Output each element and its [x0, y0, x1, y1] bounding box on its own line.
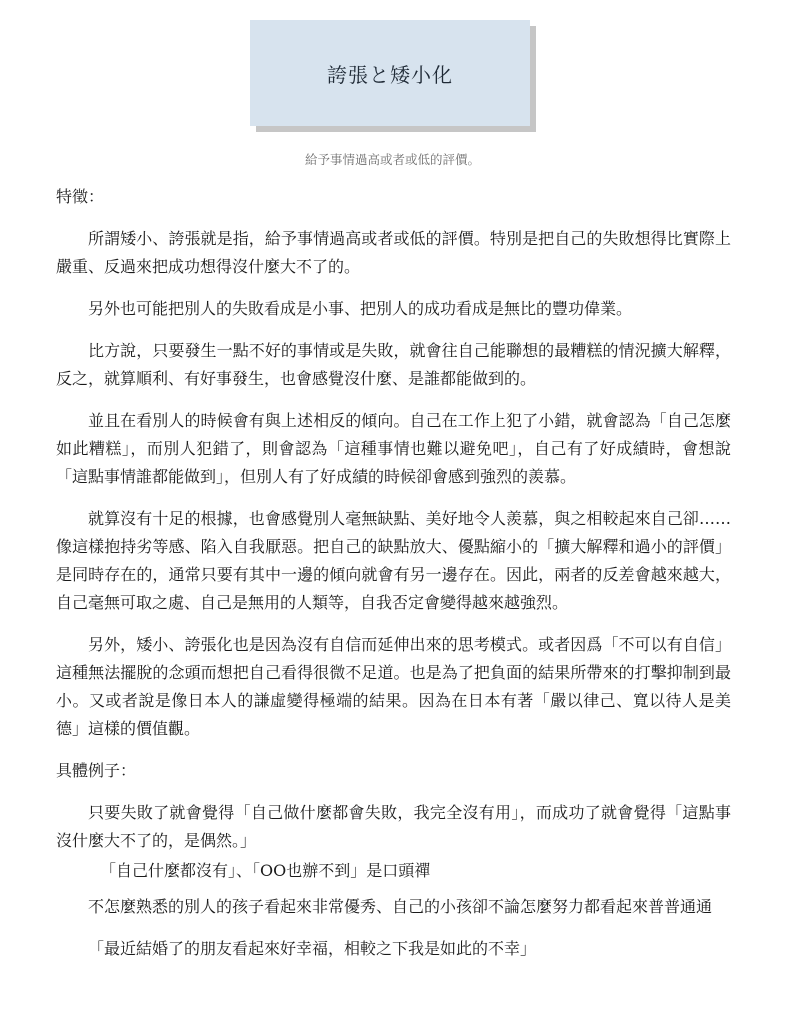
title-box — [250, 20, 530, 126]
page-subtitle: 給予事情過高或者或低的評價。 — [304, 152, 480, 167]
paragraph: 並且在看別人的時候會有與上述相反的傾向。自己在工作上犯了小錯，就會認為「自己怎麼如此糟糕」，而別人犯錯了，則會認為「這種事情也難以避免吧」，自己有了好成績時，會想說「這點事情誰都能做到」，但別人有了好成績的時候卻會感到強烈的羨慕。 — [56, 411, 731, 486]
section-heading-features: 特徵： — [56, 187, 105, 206]
paragraph: 另外，矮小、誇張化也是因為沒有自信而延伸出來的思考模式。或者因爲「不可以有自信」這種無法擺脫的念頭而想把自己看得很微不足道。也是為了把負面的結果所帶來的打擊抑制到最小。又或者說是像日本人的謙虛變得極端的結果。因為在日本有著「嚴以律己、寬以待人是美德」這樣的價值觀。 — [56, 635, 731, 738]
example-paragraph: 不怎麼熟悉的別人的孩子看起來非常優秀、自己的小孩卻不論怎麼努力都看起來普普通通 — [88, 897, 713, 916]
example-paragraph: 只要失敗了就會覺得「自己做什麼都會失敗，我完全沒有用」，而成功了就會覺得「這點事沒什麼大不了的，是偶然。」 — [56, 803, 731, 850]
paragraph: 所謂矮小、誇張就是指，給予事情過高或者或低的評價。特別是把自己的失敗想得比實際上嚴重、反過來把成功想得沒什麼大不了的。 — [56, 229, 731, 276]
paragraph: 就算沒有十足的根據，也會感覺別人毫無缺點、美好地令人羨慕，與之相較起來自己卻……像這樣抱持劣等感、陷入自我厭惡。把自己的缺點放大、優點縮小的「擴大解釋和過小的評價」是同時存在的，通常只要有其中一邊的傾向就會有另一邊存在。因此，兩者的反差會越來越大，自己毫無可取之處、自己是無用的人類等，自我否定會變得越來越強烈。 — [56, 509, 731, 612]
example-paragraph: 「最近結婚了的朋友看起來好幸福，相較之下我是如此的不幸」 — [88, 939, 537, 958]
document-body — [56, 183, 731, 977]
example-line: 「自己什麼都沒有」、「OO也辦不到」是口頭禪 — [100, 861, 431, 880]
page-title: 誇張と矮小化 — [327, 62, 453, 87]
paragraph: 另外也可能把別人的失敗看成是小事、把別人的成功看成是無比的豐功偉業。 — [88, 299, 633, 318]
paragraph: 比方說，只要發生一點不好的事情或是失敗，就會往自己能聯想的最糟糕的情況擴大解釋，反之，就算順利、有好事發生，也會感覺沒什麼、是誰都能做到的。 — [56, 341, 731, 388]
section-heading-examples: 具體例子： — [56, 761, 137, 780]
